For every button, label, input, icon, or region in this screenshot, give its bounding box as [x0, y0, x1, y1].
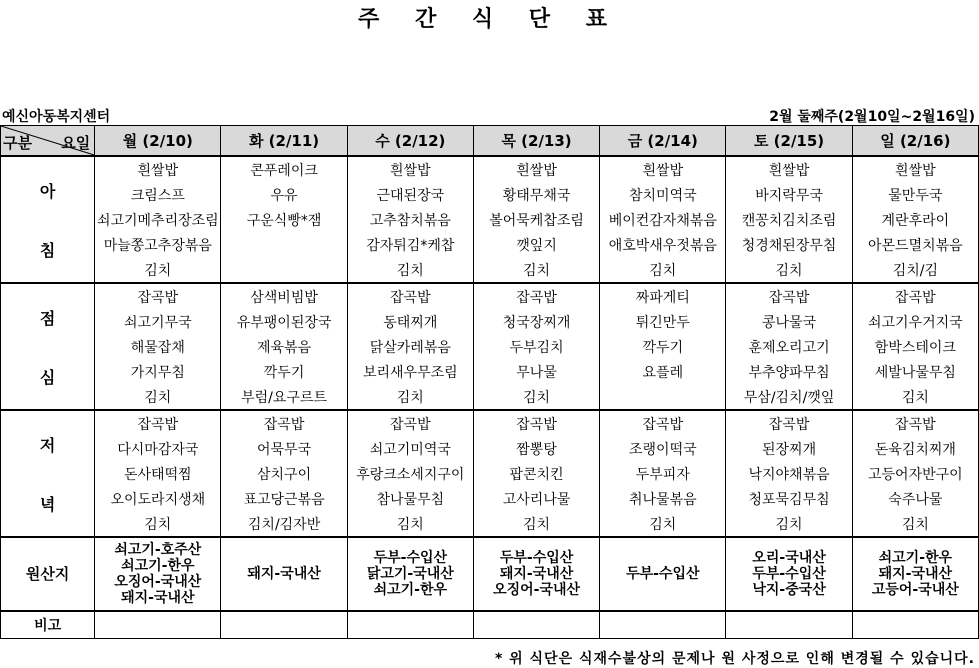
note-cell [347, 611, 473, 639]
menu-item: 훈제오리고기 [726, 334, 852, 359]
meal-label-char: 점 [39, 308, 56, 328]
menu-item: 잡곡밥 [726, 410, 852, 436]
note-cell [95, 611, 221, 639]
corner-label-category: 구분 [3, 134, 32, 152]
menu-item: 청경채된장무침 [726, 232, 852, 257]
menu-row [1, 283, 979, 309]
menu-item: 조랭이떡국 [600, 436, 726, 461]
menu-item: 참치미역국 [600, 182, 726, 207]
menu-item: 콩나물국 [726, 309, 852, 334]
menu-item: 콘푸레이크 [221, 156, 347, 182]
menu-item: 흰쌀밥 [600, 156, 726, 182]
origin-entry: 돼지-국내산 [247, 566, 321, 582]
origin-cell [221, 537, 347, 611]
menu-item: 계란후라이 [852, 207, 978, 232]
meal-label-char: 아 [39, 181, 56, 201]
note-cell [473, 611, 599, 639]
day-header: 화 (2/11) [221, 126, 347, 157]
menu-item: 김치 [473, 384, 599, 410]
menu-item: 잡곡밥 [852, 410, 978, 436]
note-row [1, 611, 979, 639]
menu-item: 김치 [473, 257, 599, 283]
menu-item: 숙주나물 [852, 486, 978, 511]
menu-row [1, 410, 979, 436]
menu-item: 베이컨감자채볶음 [600, 207, 726, 232]
menu-item: 된장찌개 [726, 436, 852, 461]
origin-entry: 오징어-국내산 [114, 574, 202, 590]
menu-item: 김치 [852, 511, 978, 537]
origin-entry: 닭고기-국내산 [366, 566, 454, 582]
corner-label-day: 요일 [61, 134, 91, 152]
menu-item: 깍두기 [600, 334, 726, 359]
origin-entry: 두부-수입산 [752, 566, 826, 582]
menu-item: 잡곡밥 [473, 283, 599, 309]
menu-item: 흰쌀밥 [726, 156, 852, 182]
menu-item: 고등어자반구이 [852, 461, 978, 486]
menu-item: 잡곡밥 [347, 410, 473, 436]
menu-row [1, 359, 979, 384]
menu-item [221, 232, 347, 257]
menu-item: 김치 [347, 257, 473, 283]
day-header: 월 (2/10) [95, 126, 221, 157]
meal-label [1, 410, 95, 537]
menu-item: 닭살카레볶음 [347, 334, 473, 359]
menu-item: 다시마감자국 [95, 436, 221, 461]
menu-item: 부럼/요구르트 [221, 384, 347, 410]
menu-item: 고사리나물 [473, 486, 599, 511]
menu-item: 잡곡밥 [221, 410, 347, 436]
menu-item: 고추참치볶음 [347, 207, 473, 232]
menu-item: 바지락무국 [726, 182, 852, 207]
meal-label [1, 156, 95, 283]
menu-item: 후랑크소세지구이 [347, 461, 473, 486]
menu-item: 돈사태떡찜 [95, 461, 221, 486]
menu-item: 잡곡밥 [600, 410, 726, 436]
table-corner [1, 126, 95, 157]
menu-item: 해물잡채 [95, 334, 221, 359]
menu-row [1, 232, 979, 257]
menu-item: 우유 [221, 182, 347, 207]
center-name: 예신아동복지센터 [2, 109, 111, 125]
menu-item: 두부김치 [473, 334, 599, 359]
menu-item: 마늘쫑고추장볶음 [95, 232, 221, 257]
menu-item: 물만두국 [852, 182, 978, 207]
menu-item: 김치 [347, 384, 473, 410]
menu-item: 김치 [95, 257, 221, 283]
origin-entry: 쇠고기-호주산 [114, 542, 202, 558]
weekly-menu-table [0, 125, 979, 639]
day-header: 토 (2/15) [726, 126, 852, 157]
origin-cell [473, 537, 599, 611]
menu-item: 낙지야채볶음 [726, 461, 852, 486]
menu-item: 동태찌개 [347, 309, 473, 334]
origin-entry: 쇠고기-한우 [878, 550, 953, 566]
menu-item: 두부피자 [600, 461, 726, 486]
menu-item: 김치 [726, 257, 852, 283]
menu-item: 어묵무국 [221, 436, 347, 461]
menu-item: 잡곡밥 [95, 410, 221, 436]
menu-item: 잡곡밥 [726, 283, 852, 309]
day-header: 목 (2/13) [473, 126, 599, 157]
menu-row [1, 156, 979, 182]
menu-item: 애호박새우젓볶음 [600, 232, 726, 257]
menu-item: 청국장찌개 [473, 309, 599, 334]
menu-item: 깻잎지 [473, 232, 599, 257]
menu-row [1, 511, 979, 537]
menu-item: 황태무채국 [473, 182, 599, 207]
menu-item: 무삼/김치/깻잎 [726, 384, 852, 410]
origin-entry: 오리-국내산 [752, 550, 826, 566]
menu-item: 김치 [600, 257, 726, 283]
menu-item: 김치/김 [852, 257, 978, 283]
origin-entry: 낙지-중국산 [752, 582, 826, 598]
origin-label: 원산지 [1, 537, 95, 611]
menu-item: 쇠고기미역국 [347, 436, 473, 461]
meal-label-char: 침 [39, 240, 56, 260]
origin-entry: 두부-수입산 [626, 566, 700, 582]
menu-item: 참나물무침 [347, 486, 473, 511]
menu-item: 김치 [600, 511, 726, 537]
menu-item: 짬뽕탕 [473, 436, 599, 461]
footnote: * 위 식단은 식재수불상의 문제나 원 사정으로 인해 변경될 수 있습니다. [494, 651, 975, 667]
menu-item: 튀긴만두 [600, 309, 726, 334]
menu-item: 무나물 [473, 359, 599, 384]
menu-item: 김치 [473, 511, 599, 537]
menu-row [1, 334, 979, 359]
menu-row [1, 182, 979, 207]
menu-item: 잡곡밥 [347, 283, 473, 309]
menu-item: 쇠고기우거지국 [852, 309, 978, 334]
menu-item: 쇠고기메추리장조림 [95, 207, 221, 232]
menu-item: 삼색비빔밥 [221, 283, 347, 309]
origin-entry: 두부-수입산 [499, 550, 574, 566]
menu-item: 잡곡밥 [473, 410, 599, 436]
day-header: 수 (2/12) [347, 126, 473, 157]
menu-item: 볼어묵케찹조림 [473, 207, 599, 232]
menu-item: 아몬드멸치볶음 [852, 232, 978, 257]
header-row [1, 126, 979, 157]
origin-entry: 고등어-국내산 [871, 582, 959, 598]
origin-cell [852, 537, 978, 611]
origin-row [1, 537, 979, 611]
menu-item: 김치/김자반 [221, 511, 347, 537]
menu-row [1, 257, 979, 283]
menu-item: 보리새우무조림 [347, 359, 473, 384]
menu-item: 잡곡밥 [95, 283, 221, 309]
menu-item: 김치 [95, 384, 221, 410]
note-cell [852, 611, 978, 639]
origin-entry: 쇠고기-한우 [373, 582, 448, 598]
menu-item: 구운식빵*잼 [221, 207, 347, 232]
menu-item: 유부팽이된장국 [221, 309, 347, 334]
menu-item: 돈육김치찌개 [852, 436, 978, 461]
menu-item: 함박스테이크 [852, 334, 978, 359]
origin-entry: 돼지-국내산 [121, 590, 195, 606]
menu-item: 김치 [347, 511, 473, 537]
menu-row [1, 384, 979, 410]
menu-item: 요플레 [600, 359, 726, 384]
menu-item: 가지무침 [95, 359, 221, 384]
origin-entry: 오징어-국내산 [493, 582, 581, 598]
meal-label-char: 심 [39, 367, 56, 387]
menu-item: 오이도라지생채 [95, 486, 221, 511]
menu-row [1, 461, 979, 486]
note-cell [221, 611, 347, 639]
day-header: 금 (2/14) [600, 126, 726, 157]
menu-item: 쇠고기무국 [95, 309, 221, 334]
menu-row [1, 486, 979, 511]
menu-item: 깍두기 [221, 359, 347, 384]
origin-entry: 쇠고기-한우 [121, 558, 195, 574]
menu-item: 김치 [852, 384, 978, 410]
menu-item: 청포묵김무침 [726, 486, 852, 511]
menu-item: 흰쌀밥 [347, 156, 473, 182]
meal-label [1, 283, 95, 410]
origin-entry: 돼지-국내산 [878, 566, 953, 582]
menu-row [1, 309, 979, 334]
menu-item: 흰쌀밥 [852, 156, 978, 182]
menu-item: 캔꽁치김치조림 [726, 207, 852, 232]
origin-cell [600, 537, 726, 611]
menu-item: 짜파게티 [600, 283, 726, 309]
menu-row [1, 436, 979, 461]
menu-item: 김치 [95, 511, 221, 537]
menu-row [1, 207, 979, 232]
menu-item [600, 384, 726, 410]
menu-item: 감자튀김*케찹 [347, 232, 473, 257]
meal-label-char: 녁 [39, 494, 56, 514]
menu-item [221, 257, 347, 283]
day-header: 일 (2/16) [852, 126, 978, 157]
menu-item: 제육볶음 [221, 334, 347, 359]
origin-cell [347, 537, 473, 611]
menu-item: 팝콘치킨 [473, 461, 599, 486]
menu-item: 부추양파무침 [726, 359, 852, 384]
origin-entry: 돼지-국내산 [499, 566, 574, 582]
origin-cell [95, 537, 221, 611]
menu-item: 흰쌀밥 [473, 156, 599, 182]
menu-item: 김치 [726, 511, 852, 537]
menu-item: 잡곡밥 [852, 283, 978, 309]
menu-item: 세발나물무침 [852, 359, 978, 384]
page-title: 주 간 식 단 표 [358, 7, 621, 32]
menu-item: 취나물볶음 [600, 486, 726, 511]
week-label: 2월 둘째주(2월10일~2월16일) [769, 109, 975, 125]
menu-item: 삼치구이 [221, 461, 347, 486]
meal-label-char: 저 [39, 435, 56, 455]
note-cell [726, 611, 852, 639]
menu-item: 크림스프 [95, 182, 221, 207]
origin-cell [726, 537, 852, 611]
menu-item: 표고당근볶음 [221, 486, 347, 511]
menu-item: 흰쌀밥 [95, 156, 221, 182]
note-label: 비고 [1, 611, 95, 639]
menu-item: 근대된장국 [347, 182, 473, 207]
origin-entry: 두부-수입산 [373, 550, 448, 566]
note-cell [600, 611, 726, 639]
